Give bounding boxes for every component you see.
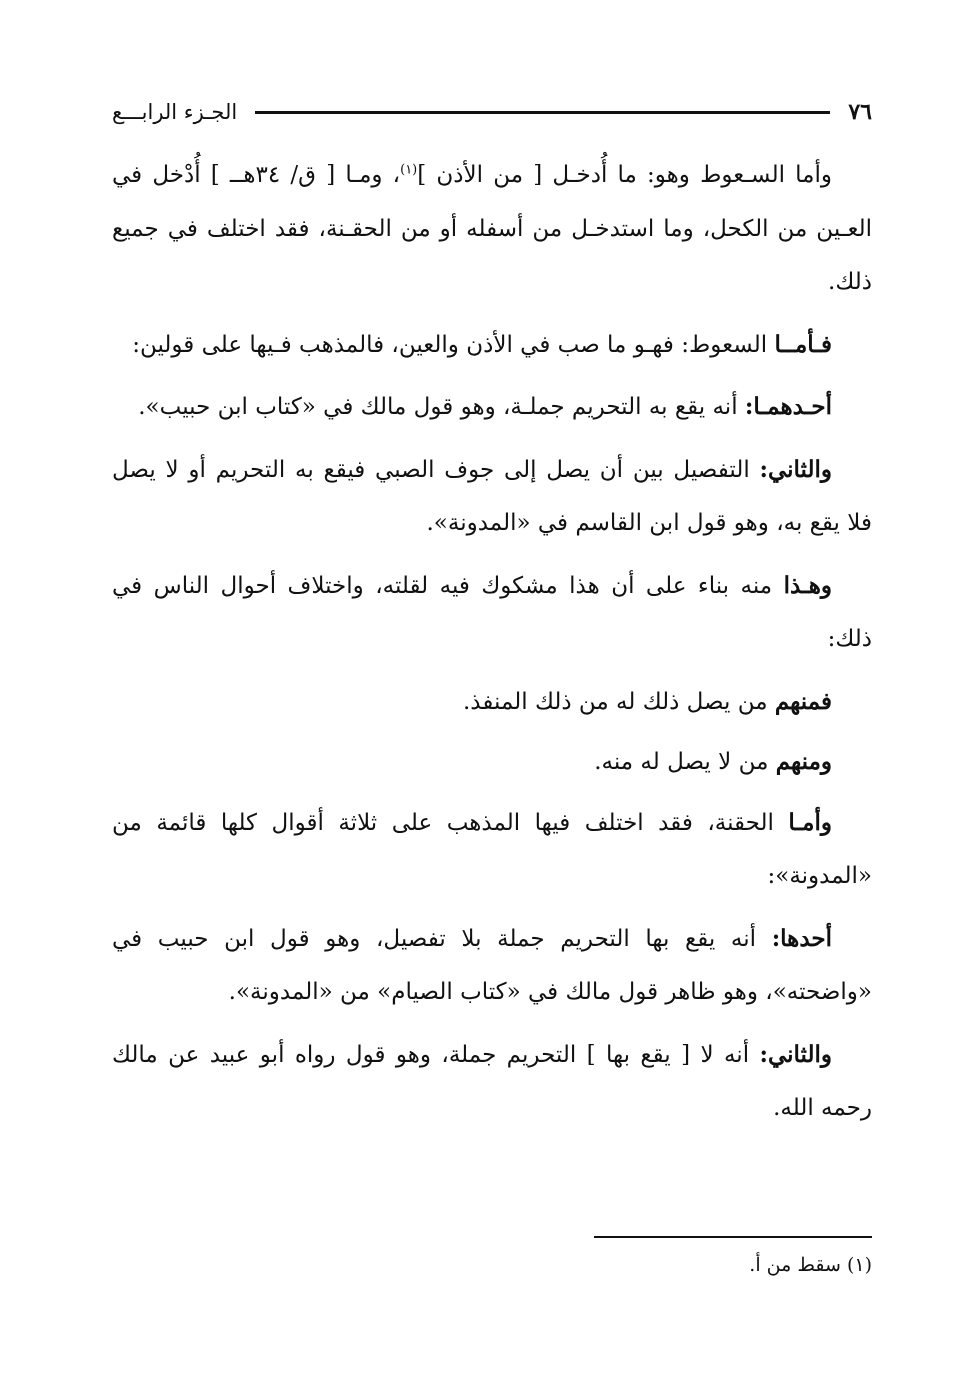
paragraph: [112, 1028, 872, 1136]
paragraph: [112, 559, 872, 667]
paragraph-text: السعوط: فهـو ما صب في الأذن والعين، فالمذهب فـيها على قولين:: [132, 331, 775, 358]
header-rule: [255, 111, 830, 114]
footnote-rule: [594, 1236, 872, 1238]
paragraph: [112, 148, 872, 310]
paragraph-text: وأما السـعوط وهو: ما أُدخـل [ من الأذن ]: [417, 162, 832, 188]
paragraph-lead: أحـدهمـا:: [744, 393, 832, 420]
footnote: (١) سقط من أ.: [749, 1254, 872, 1276]
paragraph-text: أنه لا [ يقع بها ] التحريم جملة، وهو قول رواه أبو عبيد عن مالك رحمه الله.: [112, 1041, 872, 1121]
part-title: الجـزء الرابـــع: [112, 100, 238, 124]
page-number: ٧٦: [848, 99, 872, 125]
paragraph-text: من يصل ذلك له من ذلك المنفذ.: [463, 688, 775, 715]
running-header: [112, 92, 872, 132]
paragraph-text: أنه يقع بها التحريم جملة بلا تفصيل، وهو قول ابن حبيب في «واضحته»، وهو ظاهر قول مالك في «كتاب الصيام» من «المدونة».: [112, 925, 872, 1005]
paragraph-lead: أحدها:: [771, 924, 832, 952]
footnote-ref[interactable]: (١): [400, 162, 418, 178]
paragraph: [112, 318, 872, 373]
paragraph-lead: وأمـا: [788, 808, 832, 836]
paragraph-lead: والثاني:: [759, 1040, 832, 1068]
paragraph-lead: فمنهم: [774, 687, 832, 715]
paragraph: [112, 735, 872, 790]
paragraph-lead: وهـذا: [783, 571, 832, 599]
paragraph-text: أنه يقع به التحريم جملـة، وهو قول مالك في «كتاب ابن حبيب».: [138, 394, 745, 420]
paragraph-text: التفصيل بين أن يصل إلى جوف الصبي فيقع به التحريم أو لا يصل فلا يقع به، وهو قول ابن القاسم في «المدونة».: [112, 456, 872, 536]
paragraph: [112, 675, 872, 730]
paragraph-lead: فـأمــا: [774, 330, 832, 358]
paragraph-text: من لا يصل له منه.: [594, 749, 776, 775]
paragraph-text-after: ، ومـا [ ق/ ٣٤هــ ] أُدْخل في العـين من الكحل، وما استدخـل من أسفله أو من الحقـنة، فقد اختلف في جميع ذلك.: [112, 162, 872, 295]
paragraph: [112, 380, 872, 435]
paragraph-lead: ومنهم: [775, 748, 832, 775]
paragraph-text: منه بناء على أن هذا مشكوك فيه لقلته، واختلاف أحوال الناس في ذلك:: [112, 572, 872, 652]
paragraph: [112, 796, 872, 904]
paragraph-text: الحقنة، فقد اختلف فيها المذهب على ثلاثة أقوال كلها قائمة من «المدونة»:: [112, 809, 872, 889]
paragraph: [112, 912, 872, 1020]
paragraph-lead: والثاني:: [759, 455, 832, 483]
paragraph: [112, 443, 872, 551]
body-text: [112, 148, 872, 1144]
